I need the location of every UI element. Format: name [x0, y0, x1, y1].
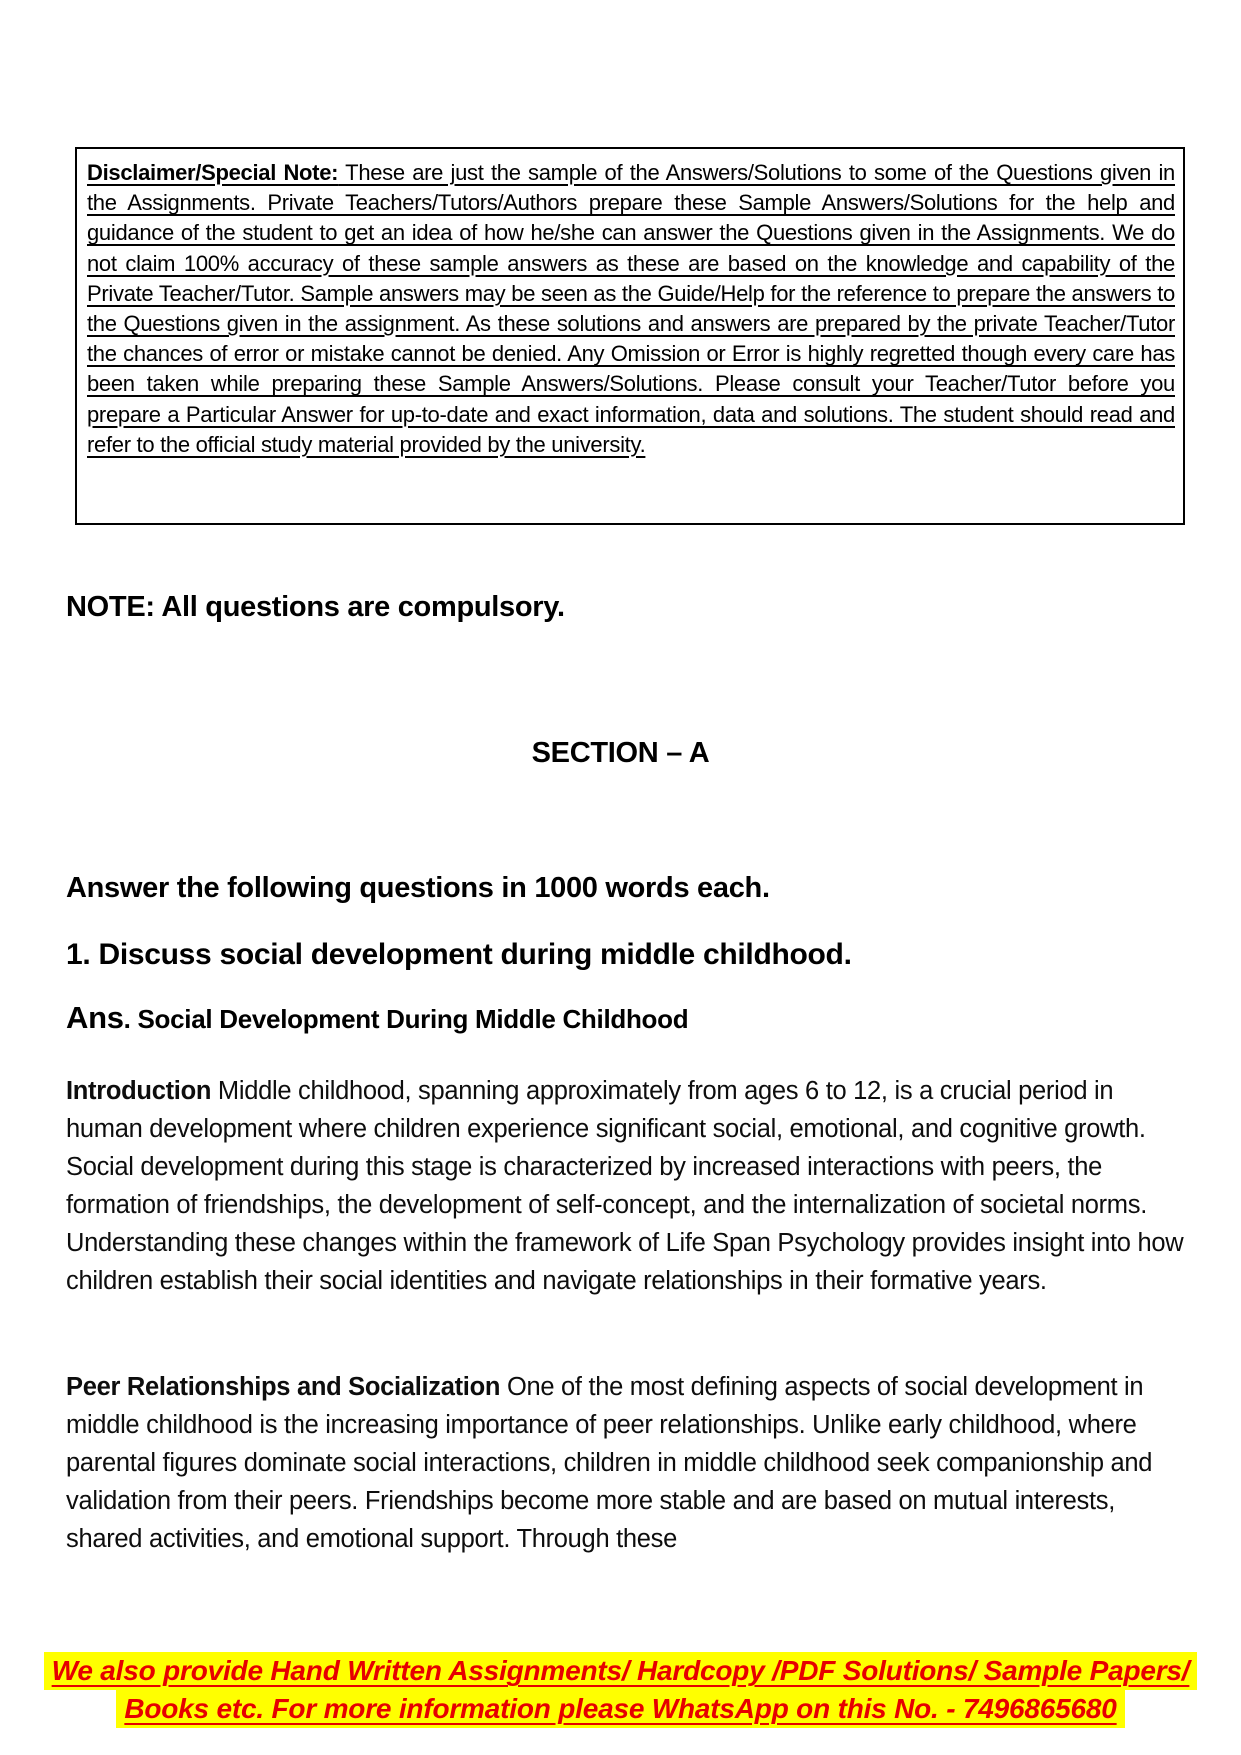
note-heading: NOTE: All questions are compulsory. — [66, 591, 565, 623]
section-heading: SECTION – A — [531, 737, 710, 769]
footer-promo-line-1: We also provide Hand Written Assignments/ Hardcopy /PDF Solutions/ Sample Papers/ — [0, 1652, 1241, 1689]
instruction-heading: Answer the following questions in 1000 words each. — [66, 872, 770, 904]
answer-label: Ans — [66, 1000, 124, 1035]
disclaimer-text: These are just the sample of the Answers/Solutions to some of the Questions given in the Assignments. Private Teachers/Tutors/Authors prepare these Sample Answers/Solutions for the help and guidance of the student to get an idea of how he/she can answer the Questions given in the Assignments. We do not claim 100% accuracy of these sample answers as these are based on the knowledge and capability of the Private Teacher/Tutor. Sample answers may be seen as the Guide/Help for the reference to prepare the answers to the Questions given in the assignment. As these solutions and answers are prepared by the private Teacher/Tutor the chances of error or mistake cannot be denied. Any Omission or Error is highly regretted though every care has been taken while preparing these Sample Answers/Solutions. Please consult your Teacher/Tutor before you prepare a Particular Answer for up-to-date and exact information, data and solutions. The student should read and refer to the official study material provided by the university. — [87, 160, 1175, 457]
answer-paragraph-peer-relationships — [66, 1368, 1184, 1558]
answer-paragraph-introduction — [66, 1072, 1184, 1300]
paragraph-lead: Introduction — [66, 1077, 212, 1105]
footer-promo-line-2: Books etc. For more information please WhatsApp on this No. - 7496865680 — [0, 1690, 1241, 1727]
question-1-heading: 1. Discuss social development during middle childhood. — [66, 938, 852, 971]
paragraph-lead: Peer Relationships and Socialization — [66, 1373, 501, 1401]
paragraph-text: Middle childhood, spanning approximately from ages 6 to 12, is a crucial period in human development where children experience significant social, emotional, and cognitive growth. Social development during this stage is characterized by increased interactions with peers, the formation of friendships, the development of self-concept, and the internalization of societal norms. Understanding these changes within the framework of Life Span Psychology provides insight into how children establish their social identities and navigate relationships in their formative years. — [66, 1077, 1184, 1295]
disclaimer-label: Disclaimer/Special Note: — [87, 160, 339, 185]
paragraph-text: One of the most defining aspects of social development in middle childhood is the increasing importance of peer relationships. Unlike early childhood, where parental figures dominate social interactions, children in middle childhood seek companionship and validation from their peers. Friendships become more stable and are based on mutual interests, shared activities, and emotional support. Through these — [66, 1373, 1153, 1553]
footer-promo — [0, 1652, 1241, 1728]
answer-title: . Social Development During Middle Childhood — [123, 1004, 689, 1034]
answer-heading — [66, 1000, 688, 1036]
disclaimer-box — [75, 147, 1185, 525]
